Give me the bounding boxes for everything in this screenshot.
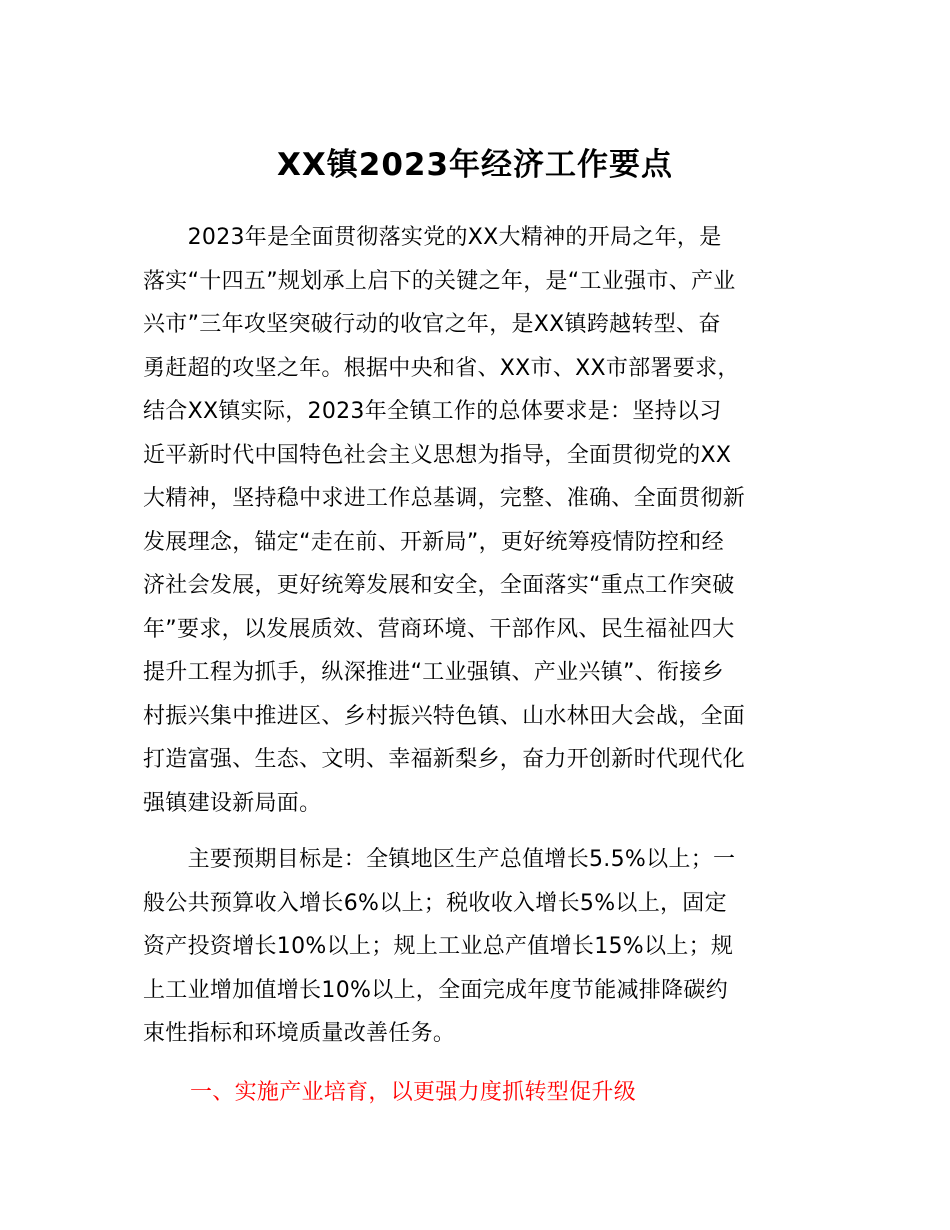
document-title: XX镇2023年经济工作要点: [276, 147, 674, 183]
paragraph-line: 束性指标和环境质量改善任务。: [143, 1021, 456, 1046]
paragraph-line: 村振兴集中推进区、乡村振兴特色镇、山水林田大会战，全面: [143, 703, 746, 729]
paragraph-line: 打造富强、生态、文明、幸福新梨乡，奋力开创新时代现代化: [143, 747, 746, 772]
paragraph-line: 上工业增加值增长10%以上，全面完成年度节能减排降碳约: [143, 977, 728, 1003]
paragraph-line: 大精神，坚持稳中求进工作总基调，完整、准确、全面贯彻新: [143, 486, 746, 511]
paragraph-line: 资产投资增长10%以上；规上工业总产值增长15%以上；规: [143, 934, 734, 959]
paragraph-line: 般公共预算收入增长6%以上；税收收入增长5%以上，固定: [143, 890, 727, 916]
paragraph-line: 结合XX镇实际，2023年全镇工作的总体要求是：坚持以习: [143, 399, 722, 424]
paragraph-line: 提升工程为抓手，纵深推进“工业强镇、产业兴镇”、衔接乡: [143, 660, 724, 685]
paragraph-line: 兴市”三年攻坚突破行动的收官之年，是XX镇跨越转型、奋: [143, 312, 721, 337]
paragraph-line: 勇赶超的攻坚之年。根据中央和省、XX市、XX市部署要求，: [143, 355, 740, 381]
paragraph-line: 强镇建设新局面。: [143, 790, 322, 816]
paragraph-line: 年”要求，以发展质效、营商环境、干部作风、民生福祉四大: [143, 616, 735, 642]
paragraph-line: 济社会发展，更好统筹发展和安全，全面落实“重点工作突破: [143, 573, 735, 598]
paragraph-line: 落实“十四五”规划承上启下的关键之年，是“工业强市、产业: [143, 268, 736, 294]
paragraph-line: 近平新时代中国特色社会主义思想为指导，全面贯彻党的XX: [143, 442, 732, 468]
section-heading-1: 一、实施产业培育，以更强力度抓转型促升级: [190, 1080, 637, 1105]
paragraph-line: 2023年是全面贯彻落实党的XX大精神的开局之年，是: [143, 225, 722, 250]
paragraph-overall-requirements: [143, 216, 833, 825]
paragraph-expected-targets: [143, 838, 833, 1056]
paragraph-line: 发展理念，锚定“走在前、开新局”，更好统筹疫情防控和经: [143, 529, 724, 555]
paragraph-line: 主要预期目标是：全镇地区生产总值增长5.5%以上；一: [143, 847, 736, 872]
